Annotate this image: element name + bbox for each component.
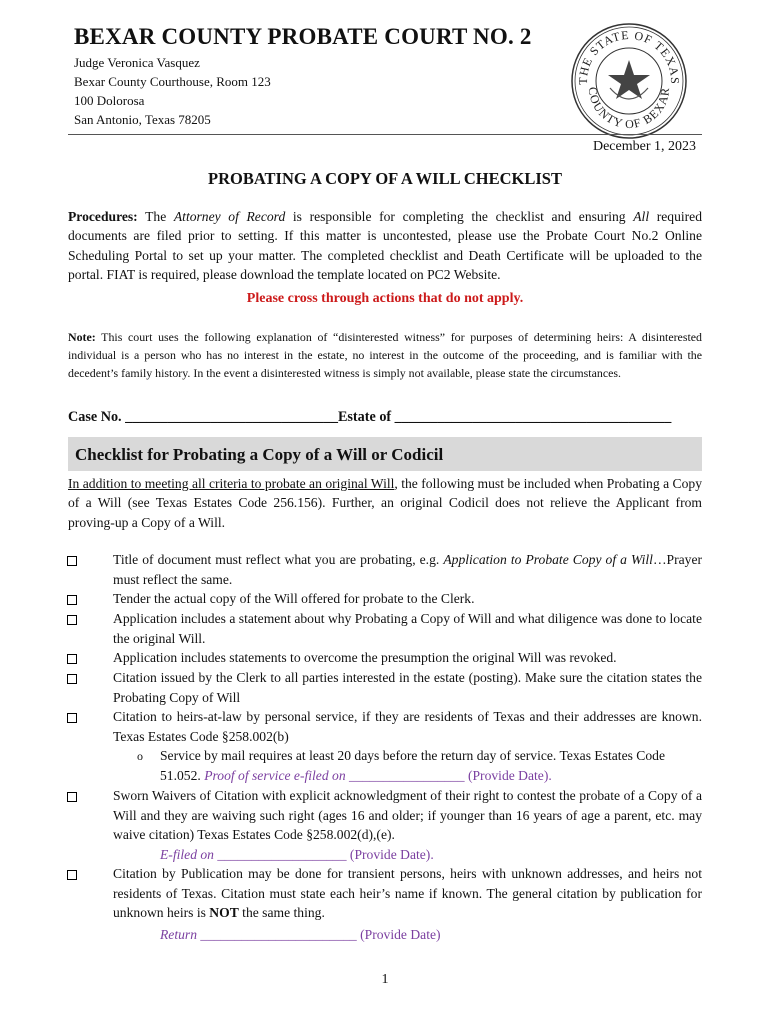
item-1-text-italic: Application to Probate Copy of a Will bbox=[443, 552, 653, 567]
item-1-text-a: Title of document must reflect what you are probating, e.g. bbox=[113, 552, 444, 567]
city-line: San Antonio, Texas 78205 bbox=[74, 112, 211, 127]
case-estate-line: Case No. ______________________________Estate of _______________________________________ bbox=[68, 409, 672, 425]
return-date-field[interactable] bbox=[160, 925, 702, 945]
item-service-by-mail bbox=[160, 746, 702, 785]
note-text: This court uses the following explanation of “disinterested witness” for purposes of determining heirs: A disinterested individual is a person who has no interest in the estate, no interest in the outcome of the proceeding, and is familiar with the decedent’s family history. In the event a disinterested witness is simply not available, please state the circumstances. bbox=[68, 330, 702, 381]
procedures-text-2: is responsible for completing the checklist and ensuring bbox=[285, 209, 634, 224]
intro-underlined: In addition to meeting all criteria to probate an original Will bbox=[68, 476, 395, 491]
checkbox-citation-publication[interactable] bbox=[67, 870, 77, 880]
checkbox-presumption-revoked[interactable] bbox=[67, 654, 77, 664]
note-label: Note: bbox=[68, 330, 96, 344]
cross-through-instruction: Please cross through actions that do not apply. bbox=[246, 291, 524, 306]
county-seal-icon bbox=[570, 22, 688, 140]
all-text: All bbox=[633, 209, 650, 224]
procedures-text-1: The bbox=[137, 209, 174, 224]
publication-not-text: NOT bbox=[209, 905, 239, 921]
item-diligence-statement: Application includes a statement about why Probating a Copy of Will and what diligence was done to locate the original Will. bbox=[113, 611, 702, 646]
proof-of-service-label: Proof of service e-filed on bbox=[204, 767, 346, 783]
item-tender-copy: Tender the actual copy of the Will offered for probate to the Clerk. bbox=[113, 591, 475, 606]
checkbox-citation-posting[interactable] bbox=[67, 674, 77, 684]
page-title: PROBATING A COPY OF A WILL CHECKLIST bbox=[208, 169, 562, 188]
sub-bullet: o bbox=[137, 749, 143, 763]
section-intro bbox=[68, 474, 702, 532]
item-citation-publication bbox=[113, 864, 702, 923]
waivers-efiled-label: E-filed on bbox=[160, 847, 214, 862]
item-presumption-revoked: Application includes statements to overcome the presumption the original Will was revoked. bbox=[113, 650, 617, 665]
return-label: Return bbox=[160, 927, 197, 942]
svg-text:COUNTY OF BEXAR: COUNTY OF BEXAR bbox=[585, 86, 673, 132]
publication-text-a: Citation by Publication may be done for transient persons, heirs with unknown addresses, and heirs not residents of Texas. Citation must state each heir’s name if known. The general citation by publication for unknown heirs is bbox=[113, 866, 702, 921]
item-sworn-waivers: Sworn Waivers of Citation with explicit acknowledgment of their right to contest the probate of a Copy of a Will and they are waiving such right (ages 16 and older; if younger than 16 years of age a parent, etc. may waive citation) Texas Estates Code §258.002(d),(e). bbox=[113, 788, 702, 843]
section-title: Checklist for Probating a Copy of a Will or Codicil bbox=[75, 445, 444, 464]
item-1-text-c: …Prayer must reflect the same. bbox=[113, 552, 703, 587]
checkbox-tender-copy[interactable] bbox=[67, 595, 77, 605]
street-line: 100 Dolorosa bbox=[74, 93, 145, 108]
courthouse-line: Bexar County Courthouse, Room 123 bbox=[74, 74, 271, 89]
document-date: December 1, 2023 bbox=[592, 139, 696, 154]
item-personal-service: Citation to heirs-at-law by personal service, if they are residents of Texas and their addresses are known. Texas Estates Code §258.002(b) bbox=[113, 709, 702, 744]
svg-text:THE STATE OF TEXAS: THE STATE OF TEXAS bbox=[575, 27, 683, 85]
page-number: 1 bbox=[381, 972, 389, 987]
procedures-label: Procedures: bbox=[68, 209, 138, 224]
court-name: BEXAR COUNTY PROBATE COURT NO. 2 bbox=[74, 24, 532, 49]
intro-rest: , the following must be included when Probating a Copy of a Will (see Texas Estates Code 256.156). Further, an original Codicil does not relieve the Applicant from proving-up a Copy of a Will. bbox=[68, 476, 702, 530]
waivers-efiled-blank: ___________________ (Provide Date). bbox=[213, 847, 434, 862]
note-paragraph bbox=[68, 328, 702, 382]
checkbox-diligence-statement[interactable] bbox=[67, 615, 77, 625]
checkbox-title-of-document[interactable] bbox=[67, 556, 77, 566]
item-title-of-document bbox=[113, 550, 702, 589]
waivers-efiled-field[interactable] bbox=[160, 845, 702, 865]
proof-of-service-field[interactable] bbox=[204, 768, 552, 783]
service-by-mail-text: Service by mail requires at least 20 days before the return day of service. Texas Estates Code 51.052. bbox=[160, 748, 665, 783]
checkbox-personal-service[interactable] bbox=[67, 713, 77, 723]
proof-of-service-blank: _________________ (Provide Date). bbox=[345, 767, 552, 783]
judge-name: Judge Veronica Vasquez bbox=[74, 55, 200, 70]
return-blank: _______________________ (Provide Date) bbox=[197, 927, 441, 942]
procedures-paragraph bbox=[68, 207, 702, 285]
checkbox-sworn-waivers[interactable] bbox=[67, 792, 77, 802]
publication-text-b: the same thing. bbox=[238, 905, 325, 921]
attorney-of-record-text: Attorney of Record bbox=[173, 209, 286, 224]
header-divider bbox=[68, 134, 702, 135]
item-citation-posting: Citation issued by the Clerk to all parties interested in the estate (posting). Make sure the citation states the Probating Copy of Will bbox=[113, 670, 702, 705]
procedures-text-3: required documents are filed prior to setting. If this matter is uncontested, please use the Probate Court No.2 Online Scheduling Portal to set up your matter. The completed checklist and Death Certificate will be uploaded to the portal. FIAT is required, please download the template located on PC2 Website. bbox=[68, 209, 703, 283]
